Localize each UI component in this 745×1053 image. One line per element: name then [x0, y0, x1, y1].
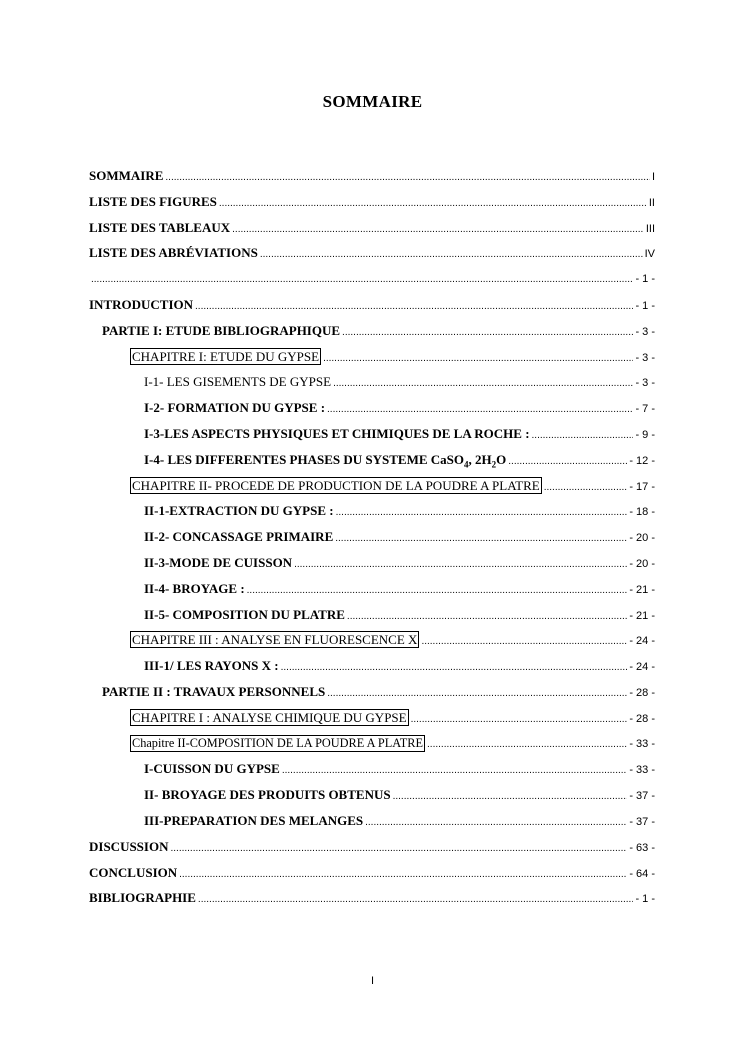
toc-dot-leader: [323, 350, 633, 368]
toc-dot-leader: [198, 891, 634, 909]
toc-entry-page: - 18 -: [629, 506, 655, 519]
toc-entry-page: - 1 -: [635, 273, 655, 286]
toc-dot-leader: [247, 582, 628, 600]
toc-entry-title-part: O: [496, 451, 507, 467]
toc-dot-leader: [532, 427, 634, 445]
toc-entry[interactable]: [89, 528, 655, 554]
toc-entry[interactable]: [89, 735, 655, 761]
toc-entry-page: - 3 -: [635, 325, 655, 338]
toc-entry[interactable]: [89, 502, 655, 528]
toc-entry-title: I-3-LES ASPECTS PHYSIQUES ET CHIMIQUES DE LA ROCHE :: [144, 425, 530, 441]
toc-entry-title: PARTIE II : TRAVAUX PERSONNELS: [102, 683, 326, 699]
toc-entry-title: I-CUISSON DU GYPSE: [144, 761, 280, 777]
toc-dot-leader: [294, 556, 627, 574]
toc-entry-page: - 3 -: [635, 351, 655, 364]
toc-entry-page: - 33 -: [629, 737, 655, 750]
toc-dot-leader: [195, 298, 633, 316]
toc-entry[interactable]: [89, 244, 655, 270]
toc-entry-title-part: , 2H: [468, 451, 492, 467]
toc-entry-title: I-1- LES GISEMENTS DE GYPSE: [144, 374, 332, 390]
toc-entry-page: - 37 -: [629, 815, 655, 828]
toc-entry-page: - 64 -: [629, 867, 655, 880]
toc-entry-page: - 24 -: [629, 661, 655, 674]
toc-entry[interactable]: [89, 554, 655, 580]
toc-entry-title: II-1-EXTRACTION DU GYPSE :: [144, 503, 334, 519]
toc-entry[interactable]: [89, 425, 655, 451]
toc-entry-page: II: [648, 196, 655, 209]
toc-entry-title: LISTE DES FIGURES: [89, 193, 217, 209]
toc-entry[interactable]: [89, 477, 655, 503]
toc-entry-page: - 20 -: [629, 532, 655, 545]
toc-entry-title: CHAPITRE II- PROCEDE DE PRODUCTION DE LA POUDRE A PLATRE: [132, 477, 540, 493]
toc-entry-page: - 3 -: [635, 377, 655, 390]
toc-entry[interactable]: [89, 709, 655, 735]
toc-entry[interactable]: [89, 580, 655, 606]
toc-entry[interactable]: [89, 167, 655, 193]
toc-entry-page: - 1 -: [635, 893, 655, 906]
toc-entry-title: II-4- BROYAGE :: [144, 580, 245, 596]
toc-dot-leader: [327, 685, 627, 703]
toc-entry-page: - 20 -: [629, 557, 655, 570]
toc-entry[interactable]: [89, 838, 655, 864]
toc-dot-leader: [508, 453, 627, 471]
toc-entry-title: SOMMAIRE: [89, 168, 164, 183]
toc-entry-title: Chapitre II-COMPOSITION DE LA POUDRE A PLATRE: [132, 735, 424, 750]
toc-dot-leader: [327, 401, 633, 419]
toc-entry-page: - 1 -: [635, 299, 655, 312]
toc-entry-title: CHAPITRE I : ANALYSE CHIMIQUE DU GYPSE: [132, 709, 407, 725]
toc-entry[interactable]: [89, 219, 655, 245]
toc-entry-page: - 28 -: [629, 686, 655, 699]
toc-entry-title: INTRODUCTION: [89, 296, 194, 312]
toc-entry-page: - 63 -: [629, 841, 655, 854]
toc-entry[interactable]: [89, 606, 655, 632]
toc-entry-page: - 21 -: [629, 609, 655, 622]
toc-entry-title: II-5- COMPOSITION DU PLATRE: [144, 606, 345, 622]
toc-entry-page: - 7 -: [635, 403, 655, 416]
toc-entry[interactable]: [89, 631, 655, 657]
toc-entry-page: - 37 -: [629, 790, 655, 803]
toc-dot-leader: [91, 271, 633, 289]
toc-entry-page: - 9 -: [635, 428, 655, 441]
toc-dot-leader: [342, 324, 633, 342]
toc-entry-title-part: I-4- LES DIFFERENTES PHASES DU SYSTEME CaSO: [144, 451, 465, 467]
toc-dot-leader: [281, 659, 628, 677]
toc-entry[interactable]: [89, 451, 655, 477]
toc-entry-title: I-2- FORMATION DU GYPSE :: [144, 400, 326, 416]
toc-dot-leader: [347, 608, 627, 626]
toc-dot-leader: [365, 814, 627, 832]
toc-entry-page: - 24 -: [629, 635, 655, 648]
toc-entry-page: IV: [644, 248, 655, 261]
toc-entry-title: II-2- CONCASSAGE PRIMAIRE: [144, 529, 334, 545]
toc-entry[interactable]: [89, 348, 655, 374]
toc-entry[interactable]: [89, 373, 655, 399]
toc-entry-page: III: [645, 222, 655, 235]
toc-entry[interactable]: [89, 786, 655, 812]
table-of-contents: [89, 167, 655, 915]
toc-entry[interactable]: [89, 864, 655, 890]
toc-entry-title: III-1/ LES RAYONS X :: [144, 658, 279, 674]
toc-entry-page: - 12 -: [629, 454, 655, 467]
toc-dot-leader: [335, 530, 627, 548]
toc-entry-page: I: [651, 171, 655, 183]
toc-entry-title: III-PREPARATION DES MELANGES: [144, 812, 364, 828]
toc-dot-leader: [232, 221, 644, 239]
toc-entry-title: CHAPITRE I: ETUDE DU GYPSE: [132, 348, 320, 364]
toc-entry[interactable]: [89, 193, 655, 219]
toc-entry-title: PARTIE I: ETUDE BIBLIOGRAPHIQUE: [102, 322, 341, 338]
toc-entry-title: CONCLUSION: [89, 864, 178, 880]
toc-dot-leader: [427, 736, 627, 754]
toc-entry-title: [144, 451, 506, 474]
toc-entry-title-part: 4: [464, 459, 469, 470]
toc-entry-title: LISTE DES TABLEAUX: [89, 219, 231, 235]
footer-page-number: I: [370, 975, 375, 987]
toc-dot-leader: [179, 866, 627, 884]
toc-entry[interactable]: [89, 760, 655, 786]
toc-entry-title: CHAPITRE III : ANALYSE EN FLUORESCENCE X: [132, 632, 418, 648]
toc-dot-leader: [411, 711, 628, 729]
toc-entry-page: - 21 -: [629, 583, 655, 596]
toc-entry-title: LISTE DES ABRÉVIATIONS: [89, 245, 258, 261]
toc-entry-page: - 17 -: [629, 480, 655, 493]
toc-dot-leader: [219, 195, 647, 213]
toc-entry-title: II-3-MODE DE CUISSON: [144, 554, 293, 570]
toc-entry[interactable]: [89, 889, 655, 915]
toc-dot-leader: [333, 375, 633, 393]
toc-dot-leader: [260, 246, 643, 264]
toc-dot-leader: [282, 762, 628, 780]
toc-entry-title: II- BROYAGE DES PRODUITS OBTENUS: [144, 787, 391, 803]
toc-entry[interactable]: [89, 683, 655, 709]
toc-entry-title: BIBLIOGRAPHIE: [89, 890, 196, 906]
toc-dot-leader: [165, 169, 650, 187]
toc-entry[interactable]: [89, 296, 655, 322]
toc-entry-title-part: 2: [491, 459, 497, 470]
toc-entry[interactable]: [89, 270, 655, 296]
toc-entry[interactable]: [89, 812, 655, 838]
toc-entry-page: - 28 -: [629, 712, 655, 725]
toc-dot-leader: [544, 479, 628, 497]
toc-dot-leader: [170, 840, 627, 858]
page-title: SOMMAIRE: [322, 92, 423, 111]
toc-dot-leader: [393, 788, 628, 806]
toc-dot-leader: [336, 504, 628, 522]
toc-entry[interactable]: [89, 322, 655, 348]
toc-entry-title: DISCUSSION: [89, 838, 169, 854]
toc-dot-leader: [421, 633, 627, 651]
toc-entry-page: - 33 -: [629, 764, 655, 777]
toc-entry[interactable]: [89, 657, 655, 683]
toc-entry[interactable]: [89, 399, 655, 425]
